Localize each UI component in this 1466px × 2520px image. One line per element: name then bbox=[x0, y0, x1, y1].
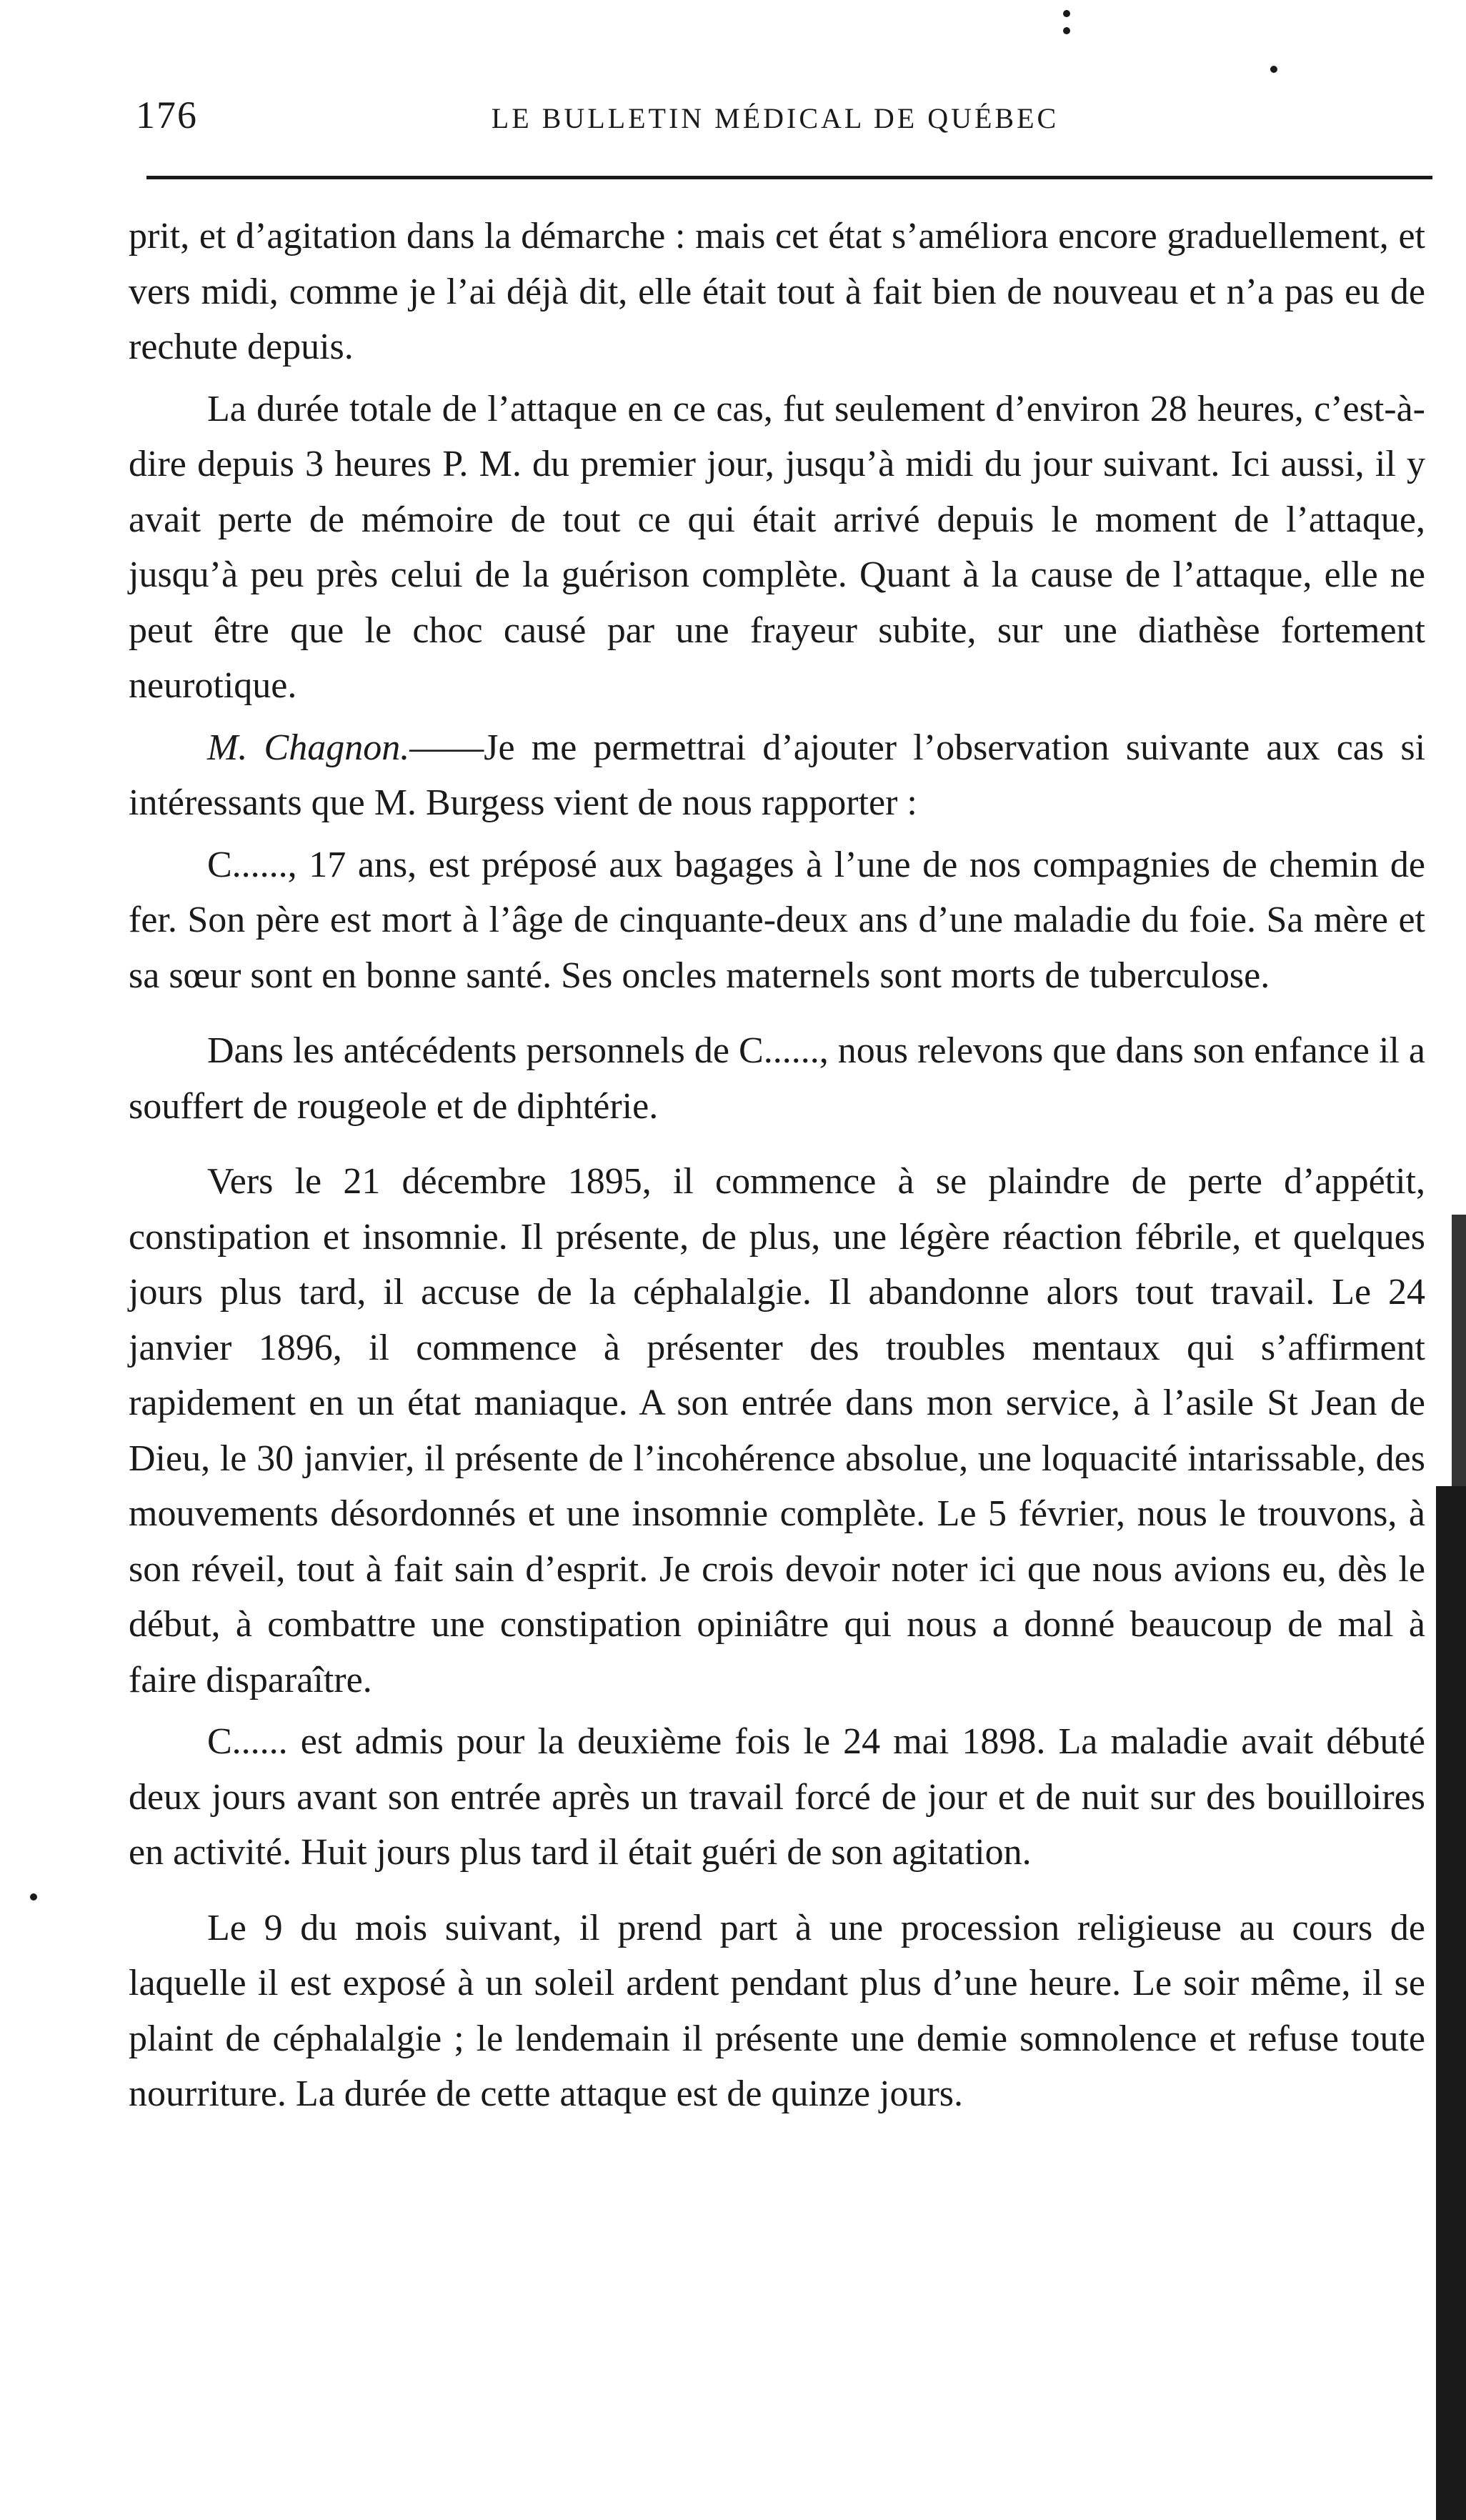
page-number: 176 bbox=[136, 94, 198, 136]
scan-speck bbox=[1063, 10, 1070, 17]
paragraph-first-attack: Vers le 21 décembre 1895, il commence à se plaindre de perte d’appétit, constipation et insomnie. Il présente, de plus, une légère réaction fébrile, et quelques jours plus tard, il accuse de la céphalalgie. Il abandonne alors tout travail. Le 24 janvier 1896, il commence à présenter des troubles mentaux qui s’affirment rapidement en un état maniaque. A son entrée dans mon service, à l’asile St Jean de Dieu, le 30 janvier, il présente de l’incohérence absolue, une loquacité intarissable, des mouvements désordonnés et une insomnie complète. Le 5 février, nous le trouvons, à son réveil, tout à fait sain d’esprit. Je crois devoir noter ici que nous avions eu, dès le début, à combattre une constipation opiniâtre qui nous a donné beaucoup de mal à faire disparaître. bbox=[129, 1161, 1425, 1700]
running-title: LE BULLETIN MÉDICAL DE QUÉBEC bbox=[491, 102, 1059, 134]
paragraph-personal-antecedents: Dans les antécédents personnels de C......, nous relevons que dans son enfance il a souffert de rougeole et de diphtérie. bbox=[129, 1030, 1425, 1127]
speaker-text: ——Je me permettrai d’ajouter l’observation suivante aux cas si intéressants que M. Burgess vient de nous rapporter : bbox=[129, 727, 1426, 823]
article-body bbox=[129, 209, 1425, 2128]
scan-border-shadow bbox=[1452, 1215, 1466, 1486]
page-header bbox=[136, 79, 1415, 143]
paragraph-chagnon-intro bbox=[129, 720, 1425, 831]
paragraph-third-attack: Le 9 du mois suivant, il prend part à une procession religieuse au cours de laquelle il est exposé à un soleil ardent pendant plus d’une heure. Le soir même, il se plaint de céphalalgie ; le lendemain il présente une demie somnolence et refuse toute nourriture. La durée de cette attaque est de quinze jours. bbox=[129, 1907, 1425, 2114]
paragraph-patient-history: C......, 17 ans, est préposé aux bagages à l’une de nos compagnies de chemin de fer. Son père est mort à l’âge de cinquante-deux ans d’une maladie du foie. Sa mère et sa sœur sont en bonne santé. Ses oncles maternels sont morts de tuberculose. bbox=[129, 844, 1425, 996]
paragraph-second-admission: C...... est admis pour la deuxième fois le 24 mai 1898. La maladie avait débuté deux jours avant son entrée après un travail forcé de jour et de nuit sur des bouilloires en activité. Huit jours plus tard il était guéri de son agitation. bbox=[129, 1721, 1425, 1873]
scan-speck bbox=[30, 1893, 37, 1901]
speaker-name: M. Chagnon. bbox=[207, 727, 410, 768]
scan-speck bbox=[1063, 27, 1070, 34]
scan-border-edge bbox=[1436, 1486, 1466, 2520]
scan-speck bbox=[1270, 66, 1277, 73]
paragraph-continuation: prit, et d’agitation dans la démarche : mais cet état s’améliora encore graduellement, et vers midi, comme je l’ai déjà dit, elle était tout à fait bien de nouveau et n’a pas eu de rechute depuis. bbox=[129, 216, 1425, 367]
paragraph-burgess-summary: La durée totale de l’attaque en ce cas, fut seulement d’environ 28 heures, c’est-à-dire depuis 3 heures P. M. du premier jour, jusqu’à midi du jour suivant. Ici aussi, il y avait perte de mémoire de tout ce qui était arrivé depuis le moment de l’attaque, jusqu’à peu près celui de la guérison complète. Quant à la cause de l’attaque, elle ne peut être que le choc causé par une frayeur subite, sur une diathèse fortement neurotique. bbox=[129, 388, 1425, 706]
header-rule bbox=[146, 176, 1432, 179]
